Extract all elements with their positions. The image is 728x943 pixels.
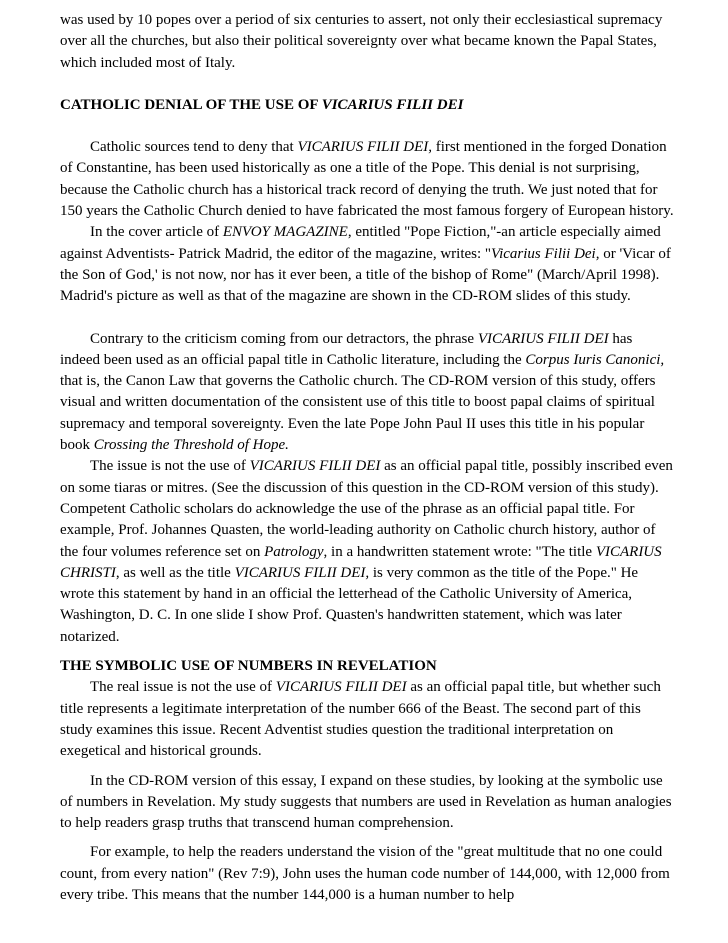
- paragraph-real-issue: The real issue is not the use of VICARIUS FILII DEI as an official papal title, but whether such title represents a legitimate interpretation of the number 666 of the Beast. The second part of this study examines this issue. Recent Adventist studies question the traditional interpretation on exegetical and historical grounds.: [60, 679, 661, 760]
- paragraph-issue-not-use: The issue is not the use of VICARIUS FILII DEI as an official papal title, possibly inscribed even on some tiaras or mitres. (See the discussion of this question in the CD-ROM version of this study). Competent Catholic scholars do acknowledge the use of the phrase as an official papal title. For example, Prof. Johannes Quasten, the world-leading authority on Catholic church history, author of the four volumes reference set on Patrology, in a handwritten statement wrote: "The title VICARIUS CHRISTI, as well as the title VICARIUS FILII DEI, is very common as the title of the Pope." He wrote this statement by hand in an official the letterhead of the Catholic University of America, Washington, D. C. In one slide I show Prof. Quasten's handwritten statement, which was later notarized.: [60, 458, 673, 645]
- document-page: [60, 10, 674, 906]
- heading-catholic-denial: CATHOLIC DENIAL OF THE USE OF VICARIUS FILII DEI: [60, 96, 464, 113]
- paragraph-contrary-criticism: Contrary to the criticism coming from our detractors, the phrase VICARIUS FILII DEI has indeed been used as an official papal title in Catholic literature, including the Corpus Iuris Canonici, that is, the Canon Law that governs the Catholic church. The CD-ROM version of this study, offers visual and written documentation of the consistent use of this title to boost papal claims of spiritual supremacy and temporal sovereignty. Even the late Pope John Paul II uses this title in his popular book Crossing the Threshold of Hope.: [60, 330, 665, 454]
- paragraph-cdrom-version: In the CD-ROM version of this essay, I expand on these studies, by looking at the symbolic use of numbers in Revelation. My study suggests that numbers are used in Revelation as human analogies to help readers grasp truths that transcend human comprehension.: [60, 772, 672, 832]
- heading-symbolic-numbers: THE SYMBOLIC USE OF NUMBERS IN REVELATION: [60, 658, 437, 675]
- paragraph-catholic-sources: Catholic sources tend to deny that VICARIUS FILII DEI, first mentioned in the forged Donation of Constantine, has been used historically as one a title of the Pope. This denial is not surprising, because the Catholic church has a historical track record of denying the truth. We just noted that for 150 years the Catholic Church denied to have fabricated the most famous forgery of European history.: [60, 139, 674, 220]
- paragraph-example-multitude: For example, to help the readers understand the vision of the "great multitude that no one could count, from every nation" (Rev 7:9), John uses the human code number of 144,000, with 12,000 from every tribe. This means that the number 144,000 is a human number to help: [60, 844, 670, 903]
- paragraph-intro: was used by 10 popes over a period of six centuries to assert, not only their ecclesiastical supremacy over all the churches, but also their political sovereignty over what became known the Papal States, which included most of Italy.: [60, 12, 663, 71]
- paragraph-envoy-magazine: In the cover article of ENVOY MAGAZINE, entitled "Pope Fiction,"-an article especially aimed against Adventists- Patrick Madrid, the editor of the magazine, writes: "Vicarius Filii Dei, or 'Vicar of the Son of God,' is not now, nor has it ever been, a title of the bishop of Rome" (March/April 1998). Madrid's picture as well as that of the magazine are shown in the CD-ROM slides of this study.: [60, 224, 671, 305]
